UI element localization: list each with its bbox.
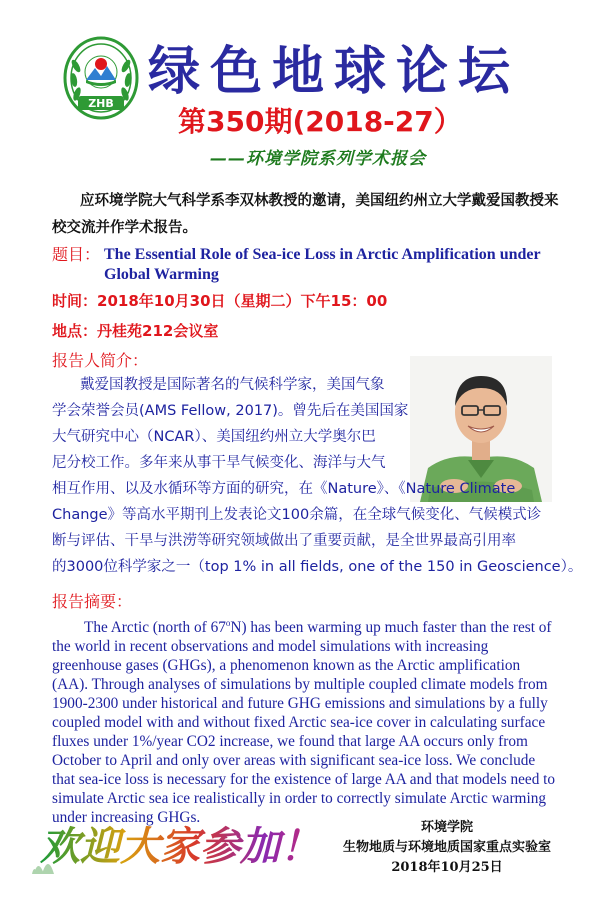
abstract-heading: 报告摘要： [52,592,133,611]
organizer-lab: 生物地质与环境地质国家重点实验室 [342,840,551,855]
topic-label: 题目： [52,245,101,264]
bio-line: 学会荣誉会员(AMS Fellow, 2017)。曾先后在美国国家 [52,403,409,419]
place-label: 地点： [52,322,98,340]
bio-line: 尼分校工作。多年来从事干旱气候变化、海洋与大气 [52,455,386,471]
issue-number: 第350期(2018-27） [178,105,462,138]
time-row [52,290,387,312]
time-value: 2018年10月30日（星期二）下午15：00 [97,292,388,310]
place-row [52,320,218,342]
welcome-text: 欢迎大家参加！ [40,823,320,870]
logo-text: ZHB [88,97,114,110]
bio-line: 断与评估、干旱与洪涝等研究领域做出了重要贡献，是全世界最高引用率 [52,533,516,549]
zhb-logo [62,36,140,122]
notice-date: 2018年10月25日 [391,860,503,875]
abstract-text: The Arctic (north of 67$^o$N) has been warming up much faster than the rest of the world in recent observations and model simulations with increasing greenhouse gases (GHGs), a phenomenon known as the Arctic amplification (AA). Through analyses of simulations by multiple coupled climate models from 1900-2300 under historical and future GHG emissions and simulations by a fully coupled model with and without fixed Arctic sea-ice cover in calculating surface fluxes under 1%/year CO2 increase, we found that large AA occurs only from October to April and only over areas with significant sea-ice loss. We conclude that sea-ice loss is necessary for the existence of large AA and that models need to simulate Arctic sea ice realistically in order to correctly simulate Arctic warming under increasing GHGs. [52,618,556,827]
speaker-heading: 报告人简介： [52,351,149,370]
welcome-banner [30,818,330,876]
time-label: 时间： [52,292,98,310]
organizer-school: 环境学院 [420,820,473,835]
organizer-block [312,818,582,878]
forum-title: 绿色地球论坛 [148,41,521,102]
bio-line: 戴爱国教授是国际著名的气候科学家，美国气象 [80,377,385,393]
bio-line: 大气研究中心（NCAR）、美国纽约州立大学奥尔巴 [52,429,376,445]
bio-line: 相互作用、以及水循环等方面的研究，在《Nature》、《Nature Climate [52,481,516,497]
bio-line: 的3000位科学家之一（top 1% in all fields, one of the 150 in Geoscience）。 [52,559,583,575]
series-subtitle: ——环境学院系列学术报会 [210,149,426,169]
bio-line: Change》等高水平期刊上发表论文100余篇，在全球气候变化、气候模式诊 [52,507,542,523]
intro-paragraph: 应环境学院大气科学系李双林教授的邀请，美国纽约州立大学戴爱国教授来校交流并作学术报告。 [52,193,559,236]
topic-text: The Essential Role of Sea-ice Loss in Arctic Amplification under Global Warming [104,246,541,283]
place-value: 丹桂苑212会议室 [97,322,219,340]
